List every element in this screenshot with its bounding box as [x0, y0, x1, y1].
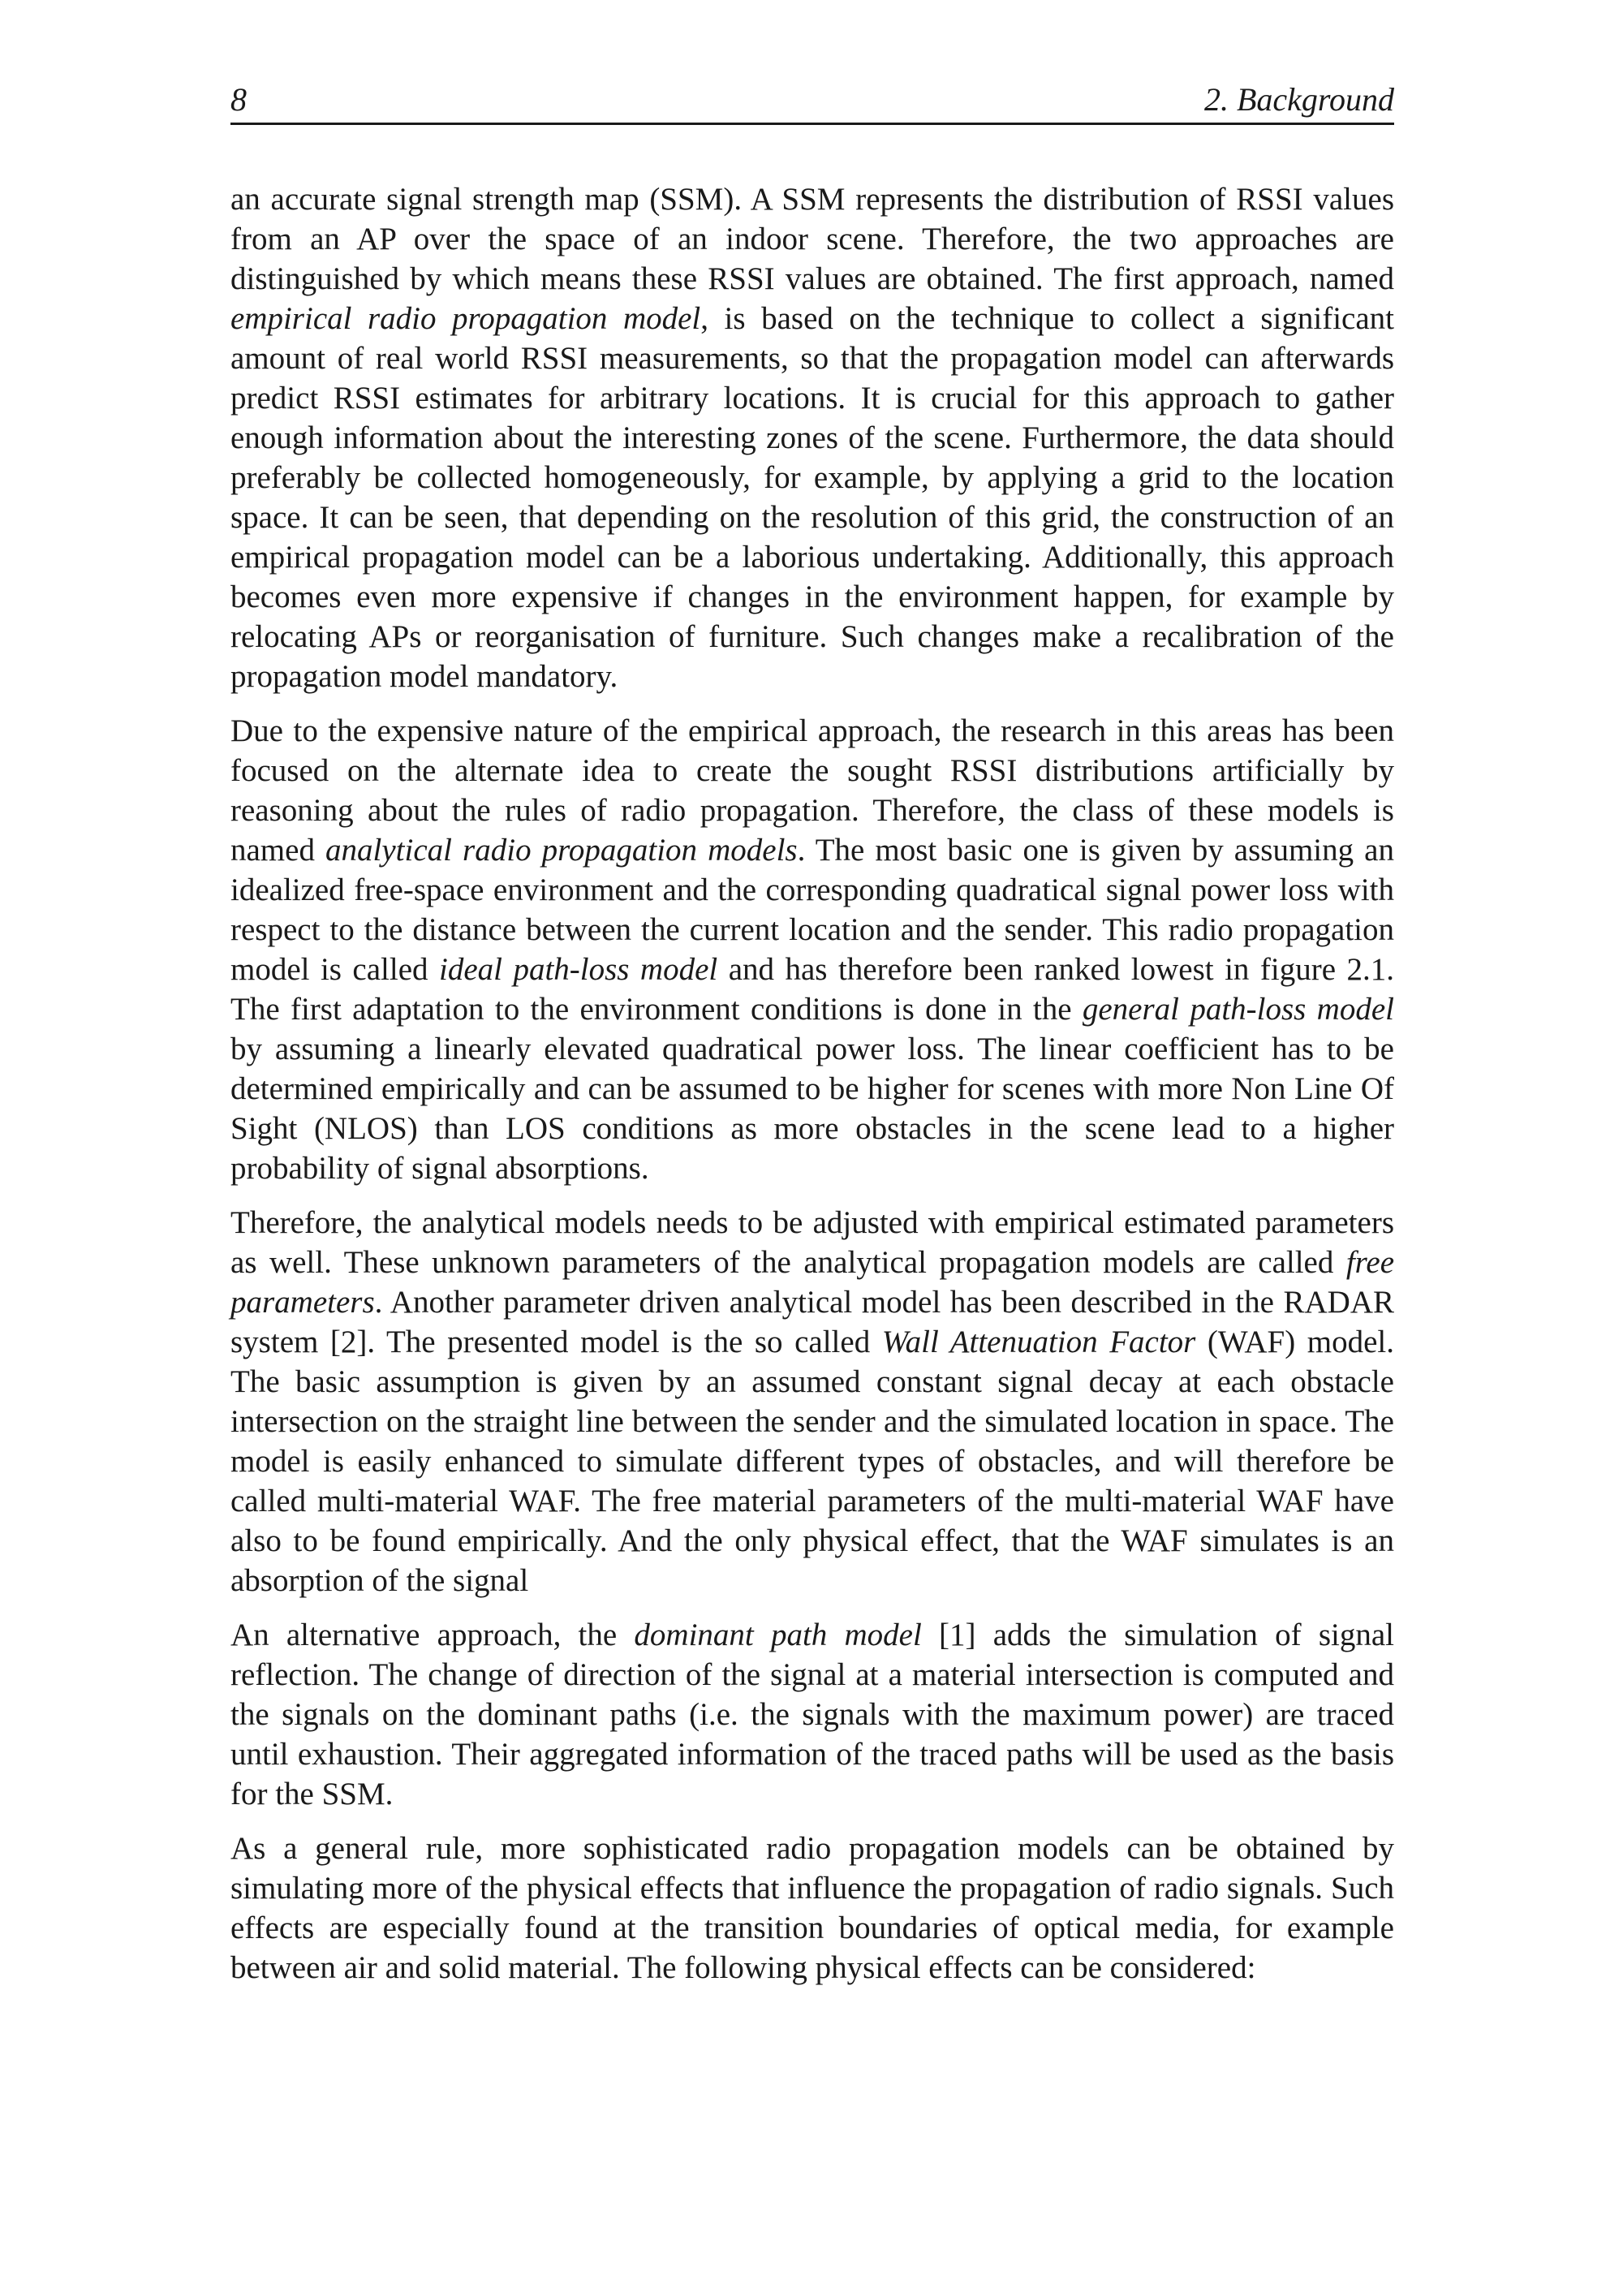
paragraph-2	[230, 711, 1394, 1188]
running-header	[230, 80, 1394, 119]
text-run: , is based on the technique to collect a significant amount of real world RSSI measurements, so that the propagation model can afterwards predict RSSI estimates for arbitrary locations. It is crucial for this approach to gather enough information about the interesting zones of the scene. Furthermore, the data should preferably be collected homogeneously, for example, by applying a grid to the location space. It can be seen, that depending on the resolution of this grid, the construction of an empirical propagation model can be a laborious undertaking. Additionally, this approach becomes even more expensive if changes in the environment happen, for example by relocating APs or reorganisation of furniture. Such changes make a recalibration of the propagation model mandatory.	[230, 301, 1394, 694]
text-run: by assuming a linearly elevated quadratical power loss. The linear coefficient has to be determined empirically and can be assumed to be higher for scenes with more Non Line Of Sight (NLOS) than LOS conditions as more obstacles in the scene lead to a higher probability of signal absorptions.	[230, 1032, 1394, 1186]
page-content	[230, 80, 1394, 1988]
text-run: (WAF) model. The basic assumption is given by an assumed constant signal decay at each obstacle intersection on the straight line between the sender and the simulated location in space. The model is easily enhanced to simulate different types of obstacles, and will therefore be called multi-material WAF. The free material parameters of the multi-material WAF have also to be found empirically. And the only physical effect, that the WAF simulates is an absorption of the signal	[230, 1325, 1394, 1598]
paragraph-5	[230, 1829, 1394, 1988]
paragraph-3	[230, 1203, 1394, 1600]
italic-text-run: empirical radio propagation model	[230, 301, 701, 336]
text-run: and has therefore been ranked lowest in figure 2.1. The first adaptation to the environment conditions is done in the	[230, 952, 1394, 1027]
text-run: . The most basic one is given by assuming an idealized free-space environment and the corresponding quadratical signal power loss with respect to the distance between the current location and the sender. This radio propagation model is called	[230, 833, 1394, 987]
text-run: . Another parameter driven analytical model has been described in the RADAR system [2]. The presented model is the so called	[230, 1285, 1394, 1359]
text-run: an accurate signal strength map (SSM). A SSM represents the distribution of RSSI values from an AP over the space of an indoor scene. Therefore, the two approaches are distinguished by which means these RSSI values are obtained. The first approach, named	[230, 182, 1394, 296]
italic-text-run: Wall Attenuation Factor	[881, 1325, 1196, 1359]
italic-text-run: general path-loss model	[1082, 992, 1394, 1027]
body-text	[230, 179, 1394, 1988]
text-run: An alternative approach, the	[230, 1618, 635, 1652]
text-run: [1] adds the simulation of signal reflection. The change of direction of the signal at a material intersection is computed and the signals on the dominant paths (i.e. the signals with the maximum power) are traced until exhaustion. Their aggregated information of the traced paths will be used as the basis for the SSM.	[230, 1618, 1395, 1811]
italic-text-run: dominant path model	[634, 1618, 922, 1652]
page-number: 8	[230, 81, 247, 118]
header-rule	[230, 123, 1394, 125]
paragraph-4	[230, 1615, 1394, 1814]
italic-text-run: analytical radio propagation models	[325, 833, 798, 868]
italic-text-run: ideal path-loss model	[439, 952, 718, 987]
paragraph-1	[230, 179, 1394, 696]
italic-text-run: free parameters	[230, 1245, 1394, 1320]
text-run: Due to the expensive nature of the empirical approach, the research in this areas has been focused on the alternate idea to create the sought RSSI distributions artificially by reasoning about the rules of radio propagation. Therefore, the class of these models is named	[230, 713, 1394, 868]
text-run: As a general rule, more sophisticated radio propagation models can be obtained by simulating more of the physical effects that influence the propagation of radio signals. Such effects are especially found at the transition boundaries of optical media, for example between air and solid material. The following physical effects can be considered:	[230, 1831, 1394, 1985]
chapter-title: 2. Background	[1203, 81, 1394, 118]
text-run: Therefore, the analytical models needs to be adjusted with empirical estimated parameters as well. These unknown parameters of the analytical propagation models are called	[230, 1205, 1394, 1280]
